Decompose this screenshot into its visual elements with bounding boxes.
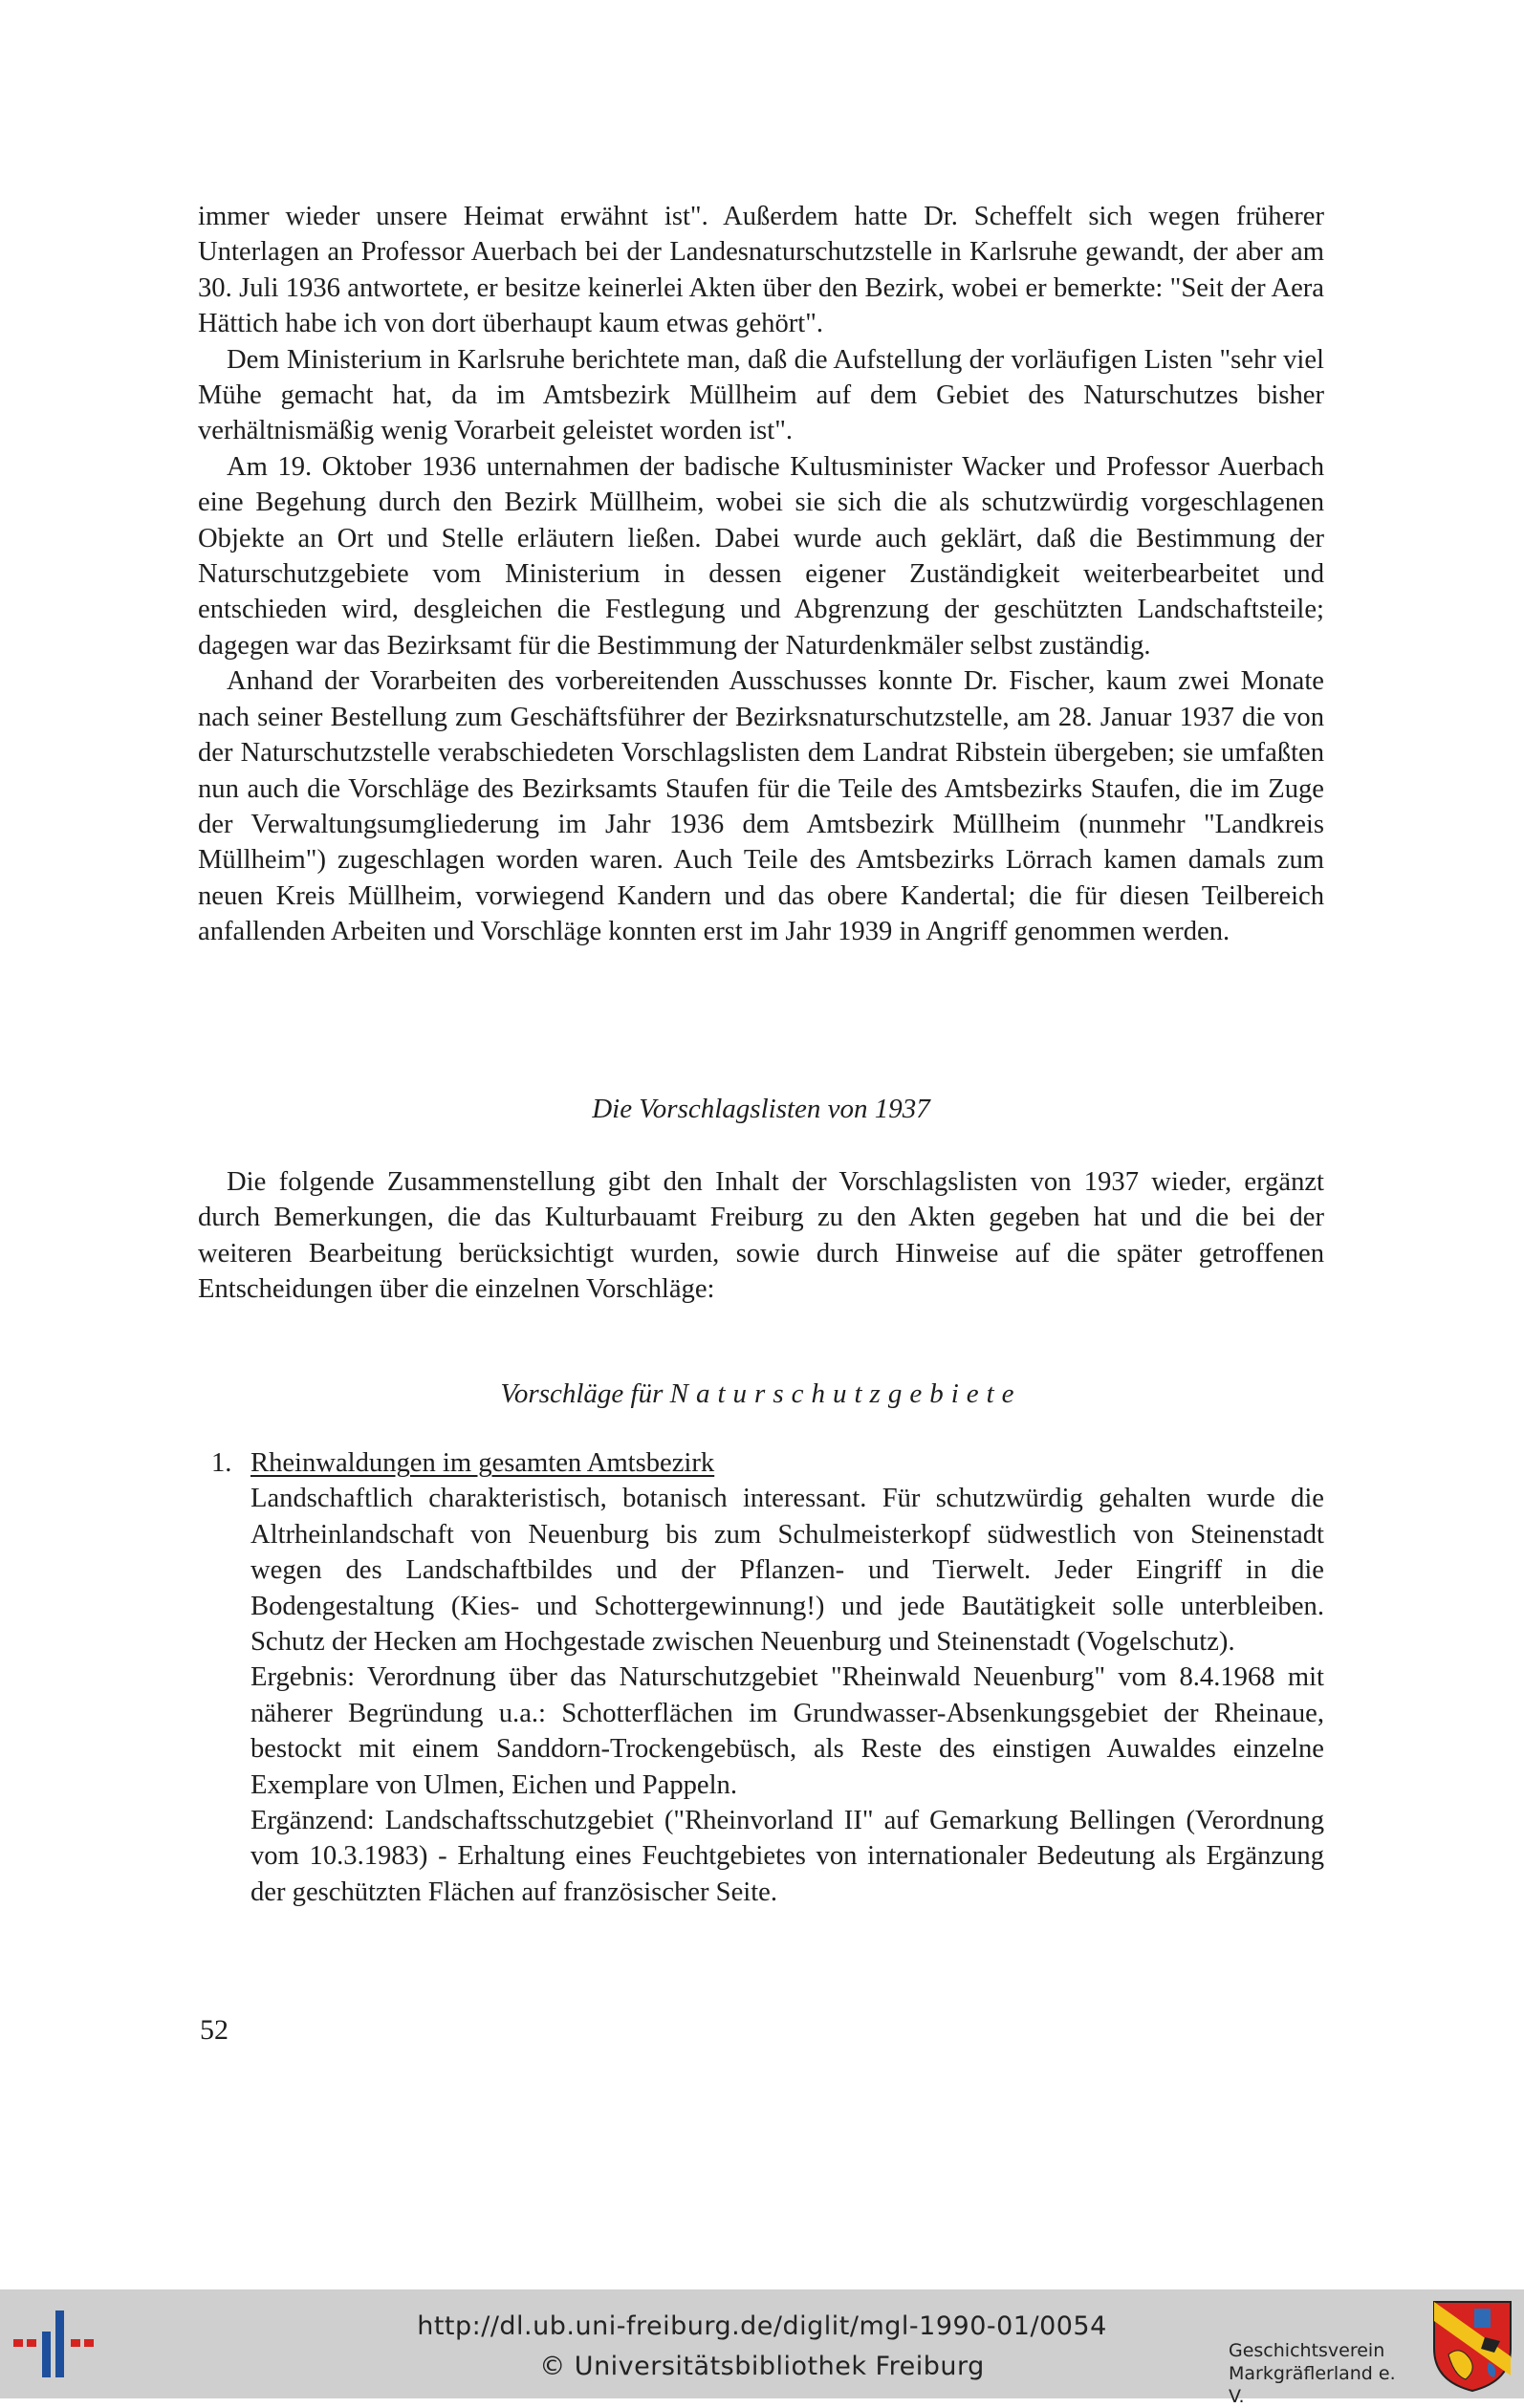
lists-intro-text [198,1164,1324,1308]
item-paragraph: Landschaftlich charakteristisch, botanisch interessant. Für schutzwürdig gehalten wurde die Altrheinlandschaft von Neuenburg bis zum Schulmeisterkopf südwestlich von Steinenstadt wegen des Landschaftbildes und der Pflanzen- und Tierwelt. Jeder Eingriff in die Bodengestaltung (Kies- und Schottergewinnung!) und jede Bautätigkeit solle unterbleiben. Schutz der Hecken am Hochgestade zwischen Neuenburg und Steinenstadt (Vogelschutz). [250,1484,1324,1658]
section-heading: Die Vorschlagslisten von 1937 [592,1094,930,1124]
subheading-prefix: Vorschläge für [500,1378,664,1409]
paragraph: Anhand der Vorarbeiten des vorbereitenden Ausschusses konnte Dr. Fischer, kaum zwei Monate nach seiner Bestellung zum Geschäftsführer der Bezirksnaturschutzstelle, am 28. Januar 1937 die von der Naturschutzstelle verabschiedeten Vorschlagslisten dem Landrat Ribstein übergeben; sie umfaßten nun auch die Vorschläge des Bezirksamts Staufen für die Teile des Amtsbezirks Staufen, die im Zuge der Verwaltungsumgliederung im Jahr 1936 dem Amtsbezirk Müllheim (nunmehr "Landkreis Müllheim") zugeschlagen worden waren. Auch Teile des Amtsbezirks Lörrach kamen damals zum neuen Kreis Müllheim, vorwiegend Kandern und das obere Kandertal; die für diesen Teilbereich anfallenden Arbeiten und Vorschläge konnten erst im Jahr 1939 in Angriff genommen werden. [198,666,1324,947]
page-number: 52 [200,2014,229,2046]
footer-bar [0,2289,1524,2407]
paragraph: immer wieder unsere Heimat erwähnt ist". Außerdem hatte Dr. Scheffelt sich wegen früherer Unterlagen an Professor Auerbach bei der Landesnaturschutzstelle in Karlsruhe gewandt, der aber am 30. Juli 1936 antwortete, er besitze keinerlei Akten über den Bezirk, wobei er bemerkte: "Seit der Aera Hättich habe ich von dort überhaupt kaum etwas gehört". [198,202,1324,339]
subheading-term: Naturschutzgebiete [669,1378,1022,1409]
paragraph: Am 19. Oktober 1936 unternahmen der badische Kultusminister Wacker und Professor Auerbach eine Begehung durch den Bezirk Müllheim, wobei sie sich die als schutzwürdig vorgeschlagenen Objekte an Ort und Stelle erläutern ließen. Dabei wurde auch geklärt, daß die Bestimmung der Naturschutzgebiete vom Ministerium in dessen eigener Zuständigkeit weiterbearbeitet und entschieden wird, desgleichen die Festlegung und Abgrenzung der geschützten Landschaftsteile; dagegen war das Bezirksamt für die Bestimmung der Naturdenkmäler selbst zuständig. [198,451,1324,661]
item-title: Rheinwaldungen im gesamten Amtsbezirk [250,1448,715,1478]
society-name [1229,2339,1401,2408]
list-item [198,1445,1324,1910]
subheading [198,1377,1324,1411]
source-url-link[interactable]: http://dl.ub.uni-freiburg.de/diglit/mgl-1990-01/0054 [417,2311,1107,2341]
item-paragraph: Ergebnis: Verordnung über das Naturschutzgebiet "Rheinwald Neuenburg" vom 8.4.1968 mit näherer Begründung u.a.: Schotterflächen im Grundwasser-Absenkungsgebiet der Rheinaue, bestockt mit einem Sanddorn-Trockengebüsch, als Reste des einstigen Auwaldes einzelne Exemplare von Ulmen, Eichen und Pappeln. [250,1662,1324,1800]
society-line: Markgräflerland e. V. [1229,2363,1396,2407]
coat-of-arms-icon [1431,2299,1513,2393]
item-paragraph: Ergänzend: Landschaftsschutzgebiet ("Rheinvorland II" auf Gemarkung Bellingen (Verordnung vom 10.3.1983) - Erhaltung eines Feuchtgebietes von internationaler Bedeutung als Ergänzung der geschützten Flächen auf französischer Seite. [250,1806,1324,1907]
paragraph: Die folgende Zusammenstellung gibt den Inhalt der Vorschlagslisten von 1937 wieder, ergänzt durch Bemerkungen, die das Kulturbauamt Freiburg zu den Akten gegeben hat und die bei der weiteren Bearbeitung berücksichtigt wurden, sowie durch Hinweise auf die später getroffenen Entscheidungen über die einzelnen Vorschläge: [198,1167,1324,1305]
copyright-text: © Universitätsbibliothek Freiburg [539,2352,985,2381]
item-body [250,1445,1324,1910]
intro-text [198,199,1324,950]
paragraph: Dem Ministerium in Karlsruhe berichtete man, daß die Aufstellung der vorläufigen Listen "sehr viel Mühe gemacht hat, da im Amtsbezirk Müllheim auf dem Gebiet des Naturschutzes bisher verhältnismäßig wenig Vorarbeit geleistet worden ist". [198,344,1324,446]
item-number: 1. [211,1448,232,1478]
society-line: Geschichtsverein [1229,2340,1385,2361]
